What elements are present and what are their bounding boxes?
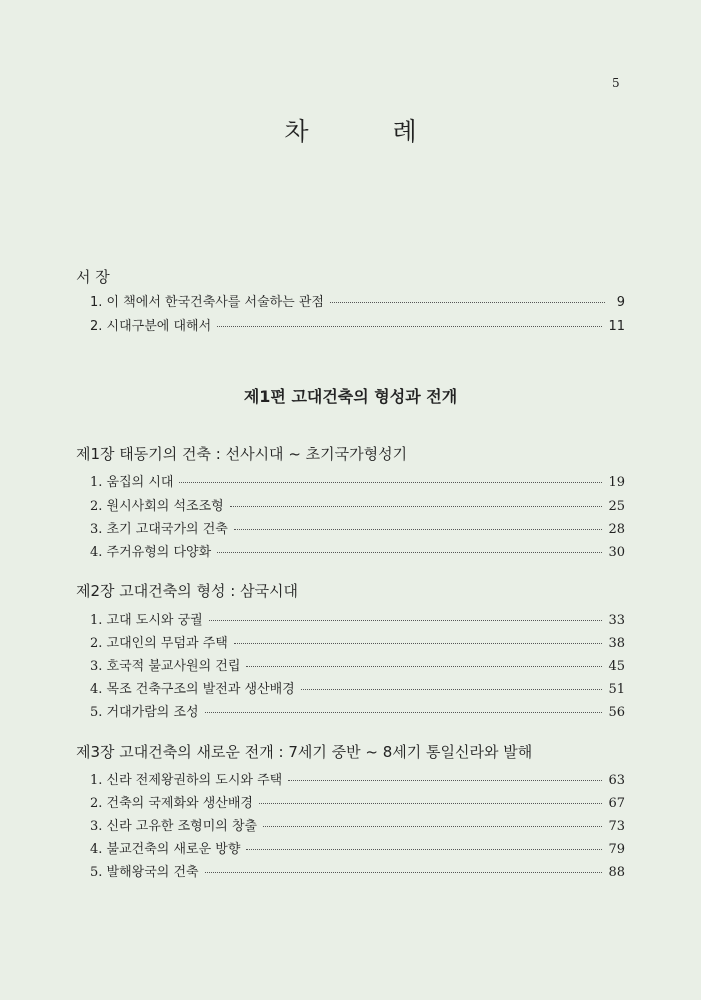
toc-entry-label: 2. 시대구분에 대해서 xyxy=(90,319,212,334)
toc-entry-page: 38 xyxy=(608,636,625,651)
toc-entry-page: 9 xyxy=(616,295,625,310)
dot-leader xyxy=(205,872,603,873)
toc-title: 차 례 xyxy=(284,117,455,146)
toc-entry-page: 30 xyxy=(608,545,625,560)
toc-entry[interactable] xyxy=(90,815,625,834)
toc-entry-label: 3. 초기 고대국가의 건축 xyxy=(90,522,228,537)
toc-entry[interactable] xyxy=(90,495,625,514)
dot-leader xyxy=(230,506,603,507)
toc-entry[interactable] xyxy=(90,678,625,697)
dot-leader xyxy=(205,712,603,713)
toc-entry[interactable] xyxy=(90,291,625,310)
part-heading: 제1편 고대건축의 형성과 전개 xyxy=(243,387,458,406)
toc-entry[interactable] xyxy=(90,655,625,674)
toc-entry-page: 33 xyxy=(608,613,625,628)
toc-entry-label: 4. 불교건축의 새로운 방향 xyxy=(90,842,241,857)
toc-entry-page: 56 xyxy=(608,705,625,720)
toc-entry-label: 4. 주거유형의 다양화 xyxy=(90,545,212,560)
toc-entry-label: 2. 건축의 국제화와 생산배경 xyxy=(90,796,253,811)
toc-entry[interactable] xyxy=(90,838,625,857)
dot-leader xyxy=(301,689,603,690)
toc-entry-page: 11 xyxy=(608,319,625,334)
toc-entry[interactable] xyxy=(90,541,625,560)
dot-leader xyxy=(179,482,602,483)
toc-entry[interactable] xyxy=(90,315,625,334)
dot-leader xyxy=(246,849,602,850)
toc-entry-page: 73 xyxy=(608,819,625,834)
toc-entry[interactable] xyxy=(90,609,625,628)
dot-leader xyxy=(246,666,602,667)
page-number: 5 xyxy=(612,76,620,90)
dot-leader xyxy=(330,302,605,303)
dot-leader xyxy=(263,826,602,827)
toc-entry-page: 51 xyxy=(608,682,625,697)
toc-entry[interactable] xyxy=(90,632,625,651)
toc-entry-label: 1. 신라 전제왕권하의 도시와 주택 xyxy=(90,773,283,788)
toc-entry-label: 4. 목조 건축구조의 발전과 생산배경 xyxy=(90,682,295,697)
toc-entry-page: 28 xyxy=(608,522,625,537)
dot-leader xyxy=(217,552,602,553)
chapter-heading: 제3장 고대건축의 새로운 전개 : 7세기 중반 ~ 8세기 통일신라와 발해 xyxy=(76,743,533,761)
toc-entry-page: 63 xyxy=(608,773,625,788)
toc-entry-page: 19 xyxy=(608,475,625,490)
toc-entry[interactable] xyxy=(90,518,625,537)
chapter-heading: 제1장 태동기의 건축 : 선사시대 ~ 초기국가형성기 xyxy=(76,445,408,463)
toc-entry[interactable] xyxy=(90,471,625,490)
dot-leader xyxy=(234,643,603,644)
toc-entry-page: 88 xyxy=(608,865,625,880)
toc-entry-label: 1. 움집의 시대 xyxy=(90,475,174,490)
chapter-heading: 제2장 고대건축의 형성 : 삼국시대 xyxy=(76,582,299,600)
dot-leader xyxy=(259,803,603,804)
toc-entry-label: 3. 호국적 불교사원의 건립 xyxy=(90,659,241,674)
toc-entry-page: 25 xyxy=(608,499,625,514)
toc-entry-page: 79 xyxy=(608,842,625,857)
dot-leader xyxy=(288,780,602,781)
toc-entry-label: 2. 고대인의 무덤과 주택 xyxy=(90,636,228,651)
toc-entry[interactable] xyxy=(90,792,625,811)
toc-entry-label: 5. 발해왕국의 건축 xyxy=(90,865,199,880)
dot-leader xyxy=(234,529,603,530)
toc-entry-label: 5. 거대가람의 조성 xyxy=(90,705,199,720)
toc-entry-label: 3. 신라 고유한 조형미의 창출 xyxy=(90,819,258,834)
toc-entry-label: 1. 고대 도시와 궁궐 xyxy=(90,613,203,628)
dot-leader xyxy=(209,620,603,621)
toc-entry-page: 67 xyxy=(608,796,625,811)
dot-leader xyxy=(217,326,602,327)
section-heading-intro: 서 장 xyxy=(76,268,110,286)
toc-entry[interactable] xyxy=(90,861,625,880)
toc-entry[interactable] xyxy=(90,701,625,720)
toc-entry-page: 45 xyxy=(608,659,625,674)
toc-entry-label: 2. 원시사회의 석조조형 xyxy=(90,499,224,514)
toc-entry[interactable] xyxy=(90,769,625,788)
toc-entry-label: 1. 이 책에서 한국건축사를 서술하는 관점 xyxy=(90,295,324,310)
